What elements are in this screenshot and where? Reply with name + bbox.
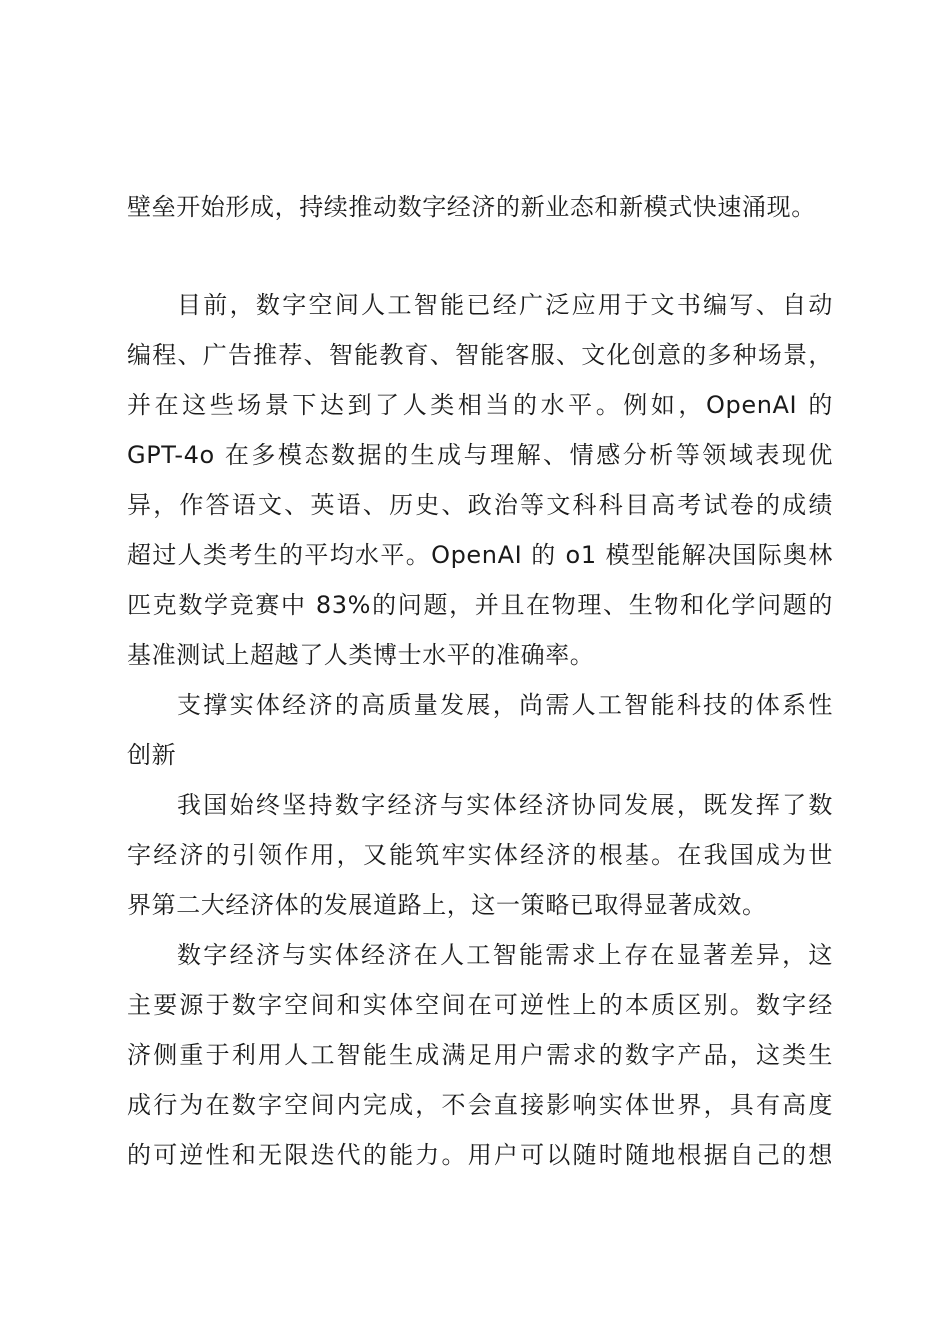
- text-line: 异，作答语文、英语、历史、政治等文科科目高考试卷的成绩: [127, 491, 833, 519]
- text-line: 界第二大经济体的发展道路上，这一策略已取得显著成效。: [127, 891, 767, 919]
- paragraph-first-line: 我国始终坚持数字经济与实体经济协同发展，既发挥了数: [177, 791, 833, 819]
- text-line: 超过人类考生的平均水平。OpenAI 的 o1 模型能解决国际奥林: [127, 541, 833, 569]
- continued-paragraph: [127, 182, 833, 232]
- text-line: 并在这些场景下达到了人类相当的水平。例如，OpenAI 的: [127, 391, 833, 419]
- text-line: 的可逆性和无限迭代的能力。用户可以随时随地根据自己的想: [127, 1141, 833, 1169]
- text-line: 壁垒开始形成，持续推动数字经济的新业态和新模式快速涌现。: [127, 193, 816, 221]
- paragraph-first-line: 目前，数字空间人工智能已经广泛应用于文书编写、自动: [177, 291, 833, 319]
- text-line: 字经济的引领作用，又能筑牢实体经济的根基。在我国成为世: [127, 841, 833, 869]
- text-line: 匹克数学竞赛中 83%的问题，并且在物理、生物和化学问题的: [127, 591, 833, 619]
- text-line: GPT-4o 在多模态数据的生成与理解、情感分析等领域表现优: [127, 441, 833, 469]
- section-heading-line: 创新: [127, 741, 177, 769]
- text-line: 主要源于数字空间和实体空间在可逆性上的本质区别。数字经: [127, 991, 833, 1019]
- text-line: 编程、广告推荐、智能教育、智能客服、文化创意的多种场景，: [127, 341, 833, 369]
- section-heading-line: 支撑实体经济的高质量发展，尚需人工智能科技的体系性: [177, 691, 833, 719]
- text-line: 济侧重于利用人工智能生成满足用户需求的数字产品，这类生: [127, 1041, 833, 1069]
- paragraph-first-line: 数字经济与实体经济在人工智能需求上存在显著差异，这: [177, 941, 833, 969]
- text-line: 成行为在数字空间内完成，不会直接影响实体世界，具有高度: [127, 1091, 833, 1119]
- body-text: [127, 280, 833, 1180]
- text-line: 基准测试上超越了人类博士水平的准确率。: [127, 641, 595, 669]
